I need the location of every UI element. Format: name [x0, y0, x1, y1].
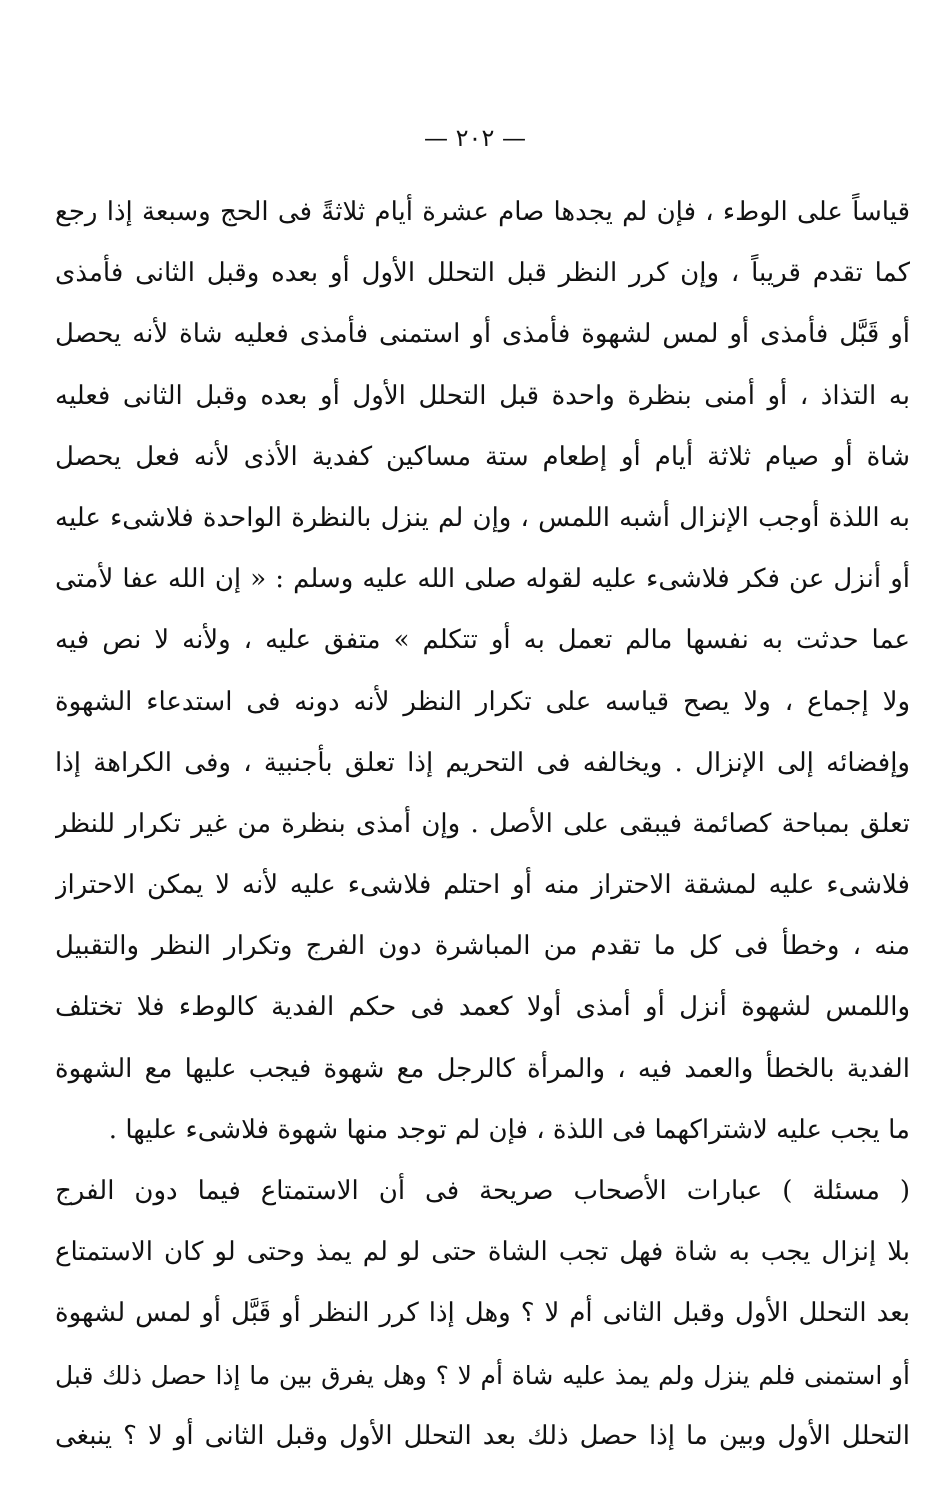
text-line: تعلق بمباحة كصائمة فيبقى على الأصل . وإن أمذى بنظرة من غير تكرار للنظر — [55, 808, 910, 839]
text-line: قياساً على الوطء ، فإن لم يجدها صام عشرة أيام ثلاثةً فى الحج وسبعة إذا رجع — [55, 197, 910, 227]
body-text — [55, 182, 910, 1467]
text-line: أو قَبَّل فأمذى أو لمس لشهوة فأمذى أو استمنى فأمذى فعليه شاة لأنه يحصل — [55, 319, 910, 350]
text-line: وإفضائه إلى الإنزال . ويخالفه فى التحريم إذا تعلق بأجنبية ، وفى الكراهة إذا — [55, 747, 910, 778]
text-line: به اللذة أوجب الإنزال أشبه اللمس ، وإن لم ينزل بالنظرة الواحدة فلاشىء عليه — [55, 502, 910, 533]
text-line: واللمس لشهوة أنزل أو أمذى أولا كعمد فى حكم الفدية كالوطء فلا تختلف — [55, 992, 910, 1023]
text-line: شاة أو صيام ثلاثة أيام أو إطعام ستة مساكين كفدية الأذى لأنه فعل يحصل — [55, 441, 910, 472]
text-line: التحلل الأول وبين ما إذا حصل ذلك بعد التحلل الأول وقبل الثانى أو لا ؟ ينبغى — [55, 1420, 910, 1451]
text-line: بلا إنزال يجب به شاة فهل تجب الشاة حتى لو لم يمذ وحتى لو كان الاستمتاع — [55, 1237, 910, 1268]
text-line: أو أنزل عن فكر فلاشىء عليه لقوله صلى الله عليه وسلم : « إن الله عفا لأمتى — [55, 564, 910, 595]
text-line: ما يجب عليه لاشتراكهما فى اللذة ، فإن لم توجد منها شهوة فلاشىء عليها . — [108, 1114, 910, 1145]
text-line: بعد التحلل الأول وقبل الثانى أم لا ؟ وهل إذا كرر النظر أو قَبَّل أو لمس لشهوة — [55, 1298, 910, 1329]
issue-heading-line: ( مسئلة ) عبارات الأصحاب صريحة فى أن الاستمتاع فيما دون الفرج — [55, 1176, 910, 1206]
text-line: الفدية بالخطأ والعمد فيه ، والمرأة كالرجل مع شهوة فيجب عليها مع الشهوة — [55, 1053, 910, 1084]
text-line: به التذاذ ، أو أمنى بنظرة واحدة قبل التحلل الأول أو بعده وقبل الثانى فعليه — [55, 380, 910, 411]
text-line: فلاشىء عليه لمشقة الاحتراز منه أو احتلم فلاشىء عليه لأنه لا يمكن الاحتراز — [55, 870, 910, 901]
text-line: كما تقدم قريباً ، وإن كرر النظر قبل التحلل الأول أو بعده وقبل الثانى فأمذى — [55, 258, 910, 289]
text-line: أو استمنى فلم ينزل ولم يمذ عليه شاة أم لا ؟ وهل يفرق بين ما إذا حصل ذلك قبل — [55, 1360, 910, 1390]
text-line: منه ، وخطأ فى كل ما تقدم من المباشرة دون الفرج وتكرار النظر والتقبيل — [55, 931, 910, 962]
text-line: ولا إجماع ، ولا يصح قياسه على تكرار النظر لأنه دونه فى استدعاء الشهوة — [55, 686, 910, 717]
page-number: — ٢٠٢ — — [424, 124, 526, 152]
text-line: عما حدثت به نفسها مالم تعمل به أو تتكلم » متفق عليه ، ولأنه لا نص فيه — [55, 625, 910, 656]
